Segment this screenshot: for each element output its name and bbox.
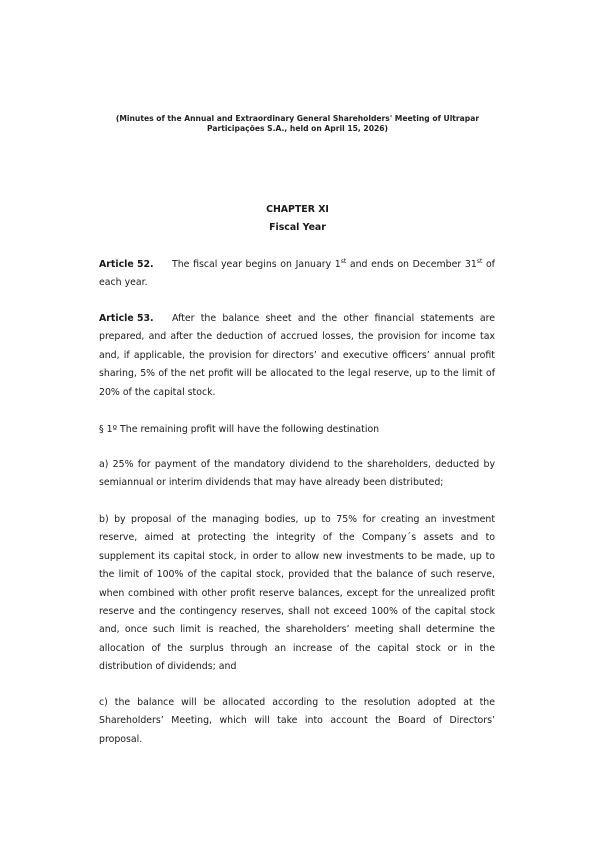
article-52-text-b: and ends on December 31 [346,259,477,270]
item-b-paragraph: b) by proposal of the managing bodies, up to 75% for creating an investment reserve, aimed at protecting the integrity of the Company´s assets and to supplement its capital stock, in order to allow new investments to be made, up to the limit of 100% of the capital stock, provided that the balance of such reserve, when combined with other profit reserve balances, except for the unrealized profit reserve and the contingency reserves, shall not exceed 100% of the capital stock and, once such limit is reached, the shareholders’ meeting shall determine the allocation of the surplus through an increase of the capital stock or in the distribution of dividends; and [99,514,495,673]
article-52-sup-a: st [340,257,347,265]
chapter-title: CHAPTER XI [266,204,329,215]
section-1-paragraph: § 1º The remaining profit will have the following destination [99,424,380,435]
item-a-paragraph: a) 25% for payment of the mandatory dividend to the shareholders, deducted by semiannual or interim dividends that may have already been distributed; [99,459,495,489]
item-c-paragraph: c) the balance will be allocated according to the resolution adopted at the Shareholders’ Meeting, which will take into account the Board of Directors’ proposal. [99,697,495,745]
article-53-text: After the balance sheet and the other financial statements are prepared, and after the deduction of accrued losses, the provision for income tax and, if applicable, the provision for directors’ and executive officers’ annual profit sharing, 5% of the net profit will be allocated to the legal reserve, up to the limit of 20% of the capital stock. [99,313,495,398]
article-53 [99,310,495,402]
minutes-header [100,114,495,134]
header-line-2: Participações S.A., held on April 15, 2026) [206,124,389,133]
article-52-sup-b: st [476,257,483,265]
header-line-1: (Minutes of the Annual and Extraordinary General Shareholders' Meeting of Ultrapar [115,114,480,123]
chapter-subtitle: Fiscal Year [269,222,326,233]
article-53-label: Article 53. [99,313,154,324]
article-52 [99,256,495,293]
article-52-label: Article 52. [99,259,154,270]
article-52-text-a: The fiscal year begins on January 1 [172,259,341,270]
article-52-text-c: of each year. [99,259,495,289]
